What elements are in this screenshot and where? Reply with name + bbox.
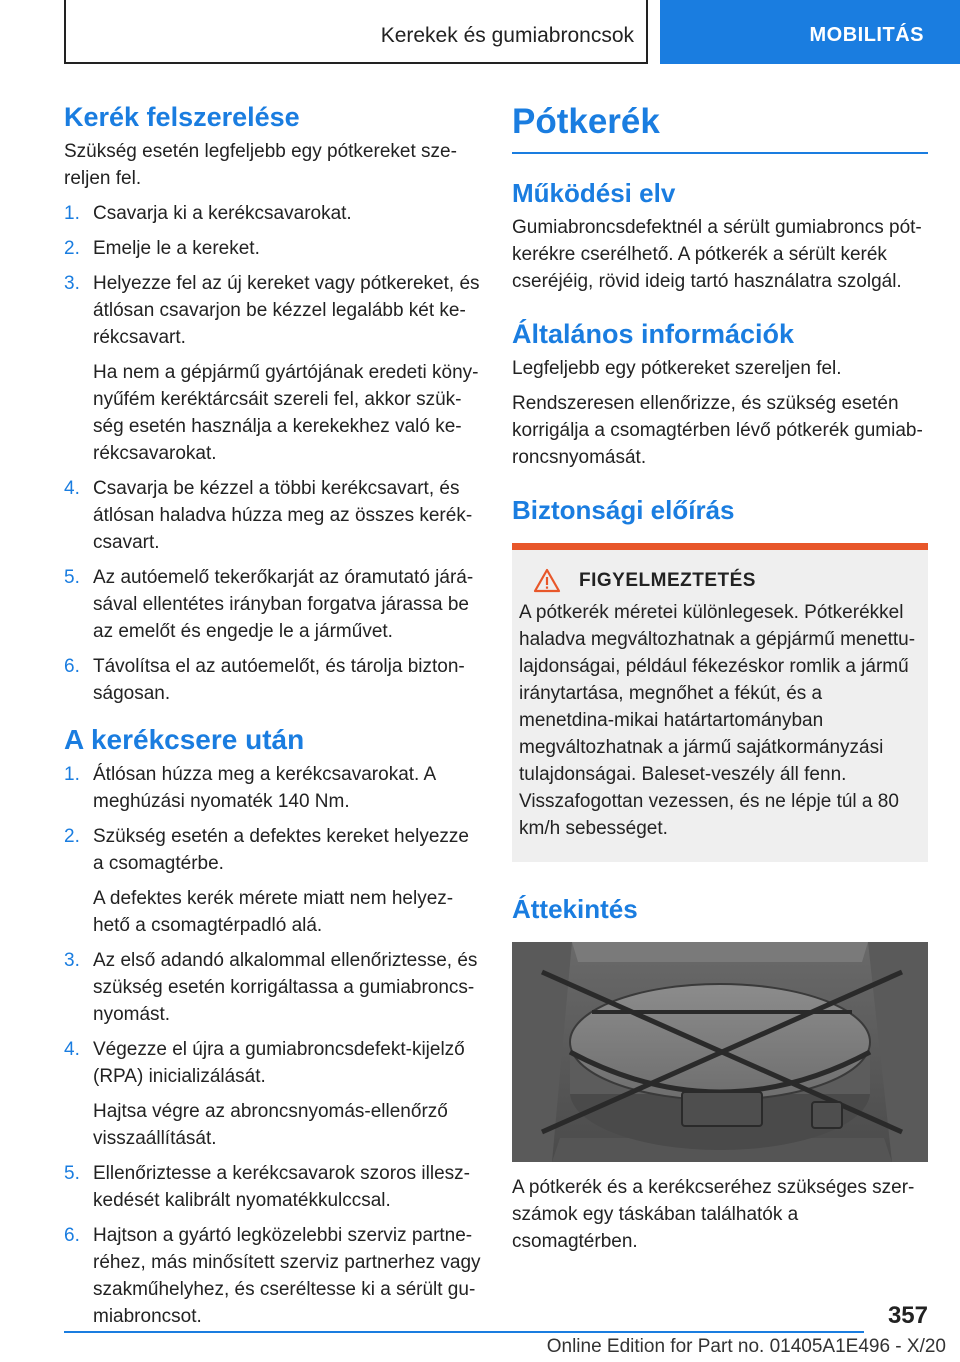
list-item [64,200,484,227]
figure-caption: A pótkerék és a kerékcseréhez szükséges szer-számok egy táskában találhatók a csomagtérben. [512,1177,915,1252]
list-item [64,1160,484,1214]
page-header [0,0,960,64]
footer-divider [64,1331,864,1333]
list-item-number: 1. [64,203,80,224]
list-item [64,1036,484,1152]
list-item-number: 6. [64,656,80,677]
warning-box [512,543,928,862]
general-text-2: Rendszeresen ellenőrizze, és szükség esetén korrigálja a csomagtérben lévő pótkerék gumiab-roncsnyomását. [512,393,923,468]
page-number: 357 [887,1302,928,1329]
warning-title: FIGYELMEZTETÉS [579,569,756,591]
chapter-label: MOBILITÁS [809,24,924,46]
list-item-number: 5. [64,567,80,588]
heading-after-change: A kerékcsere után [64,724,305,755]
chapter-tab [660,0,960,64]
list-item-note: A defektes kerék mérete miatt nem helyez-hető a csomagtérpadló alá. [93,888,454,936]
list-item-text: Helyezze fel az új kereket vagy pótkereket, és átlósan csavarjon be kézzel legalább két ke-rékcsavart. [93,273,480,348]
spare-wheel-image [512,942,928,1162]
list-item [64,1222,484,1330]
warning-header [533,568,921,593]
list-item [64,235,484,262]
list-item-number: 6. [64,1225,80,1246]
heading-safety: Biztonsági előírás [512,495,735,525]
list-item-text: Emelje le a kereket. [93,238,260,259]
title-divider [512,152,928,154]
list-item-number: 4. [64,478,80,499]
list-item-text: Csavarja be kézzel a többi kerékcsavart, és átlósan haladva húzza meg az összes kerék-csavart. [93,478,473,553]
principle-text: Gumiabroncsdefektnél a sérült gumiabroncs pót-kerékre cserélhető. A pótkerék a sérült kerék cseréjéig, rövid ideig tartó használatra szolgál. [512,217,922,292]
heading-overview: Áttekintés [512,894,638,924]
heading-mount-wheel: Kerék felszerelése [64,102,300,132]
list-item [64,270,484,467]
list-item-text: Ellenőriztesse a kerékcsavarok szoros illesz-kedését kalibrált nyomatékkulccsal. [93,1163,470,1211]
list-item-number: 3. [64,273,80,294]
edition-note: Online Edition for Part no. 01405A1E496 - X/20 [546,1336,946,1357]
right-column [512,100,928,1255]
list-item [64,823,484,939]
list-item-text: Az első adandó alkalommal ellenőriztesse, és szükség esetén korrigáltassa a gumiabroncs-nyomást. [93,950,478,1025]
list-item [64,947,484,1028]
warning-triangle-icon [533,568,561,593]
list-item [64,653,484,707]
list-item [64,761,484,815]
list-item-number: 2. [64,238,80,259]
list-item-text: Az autóemelő tekerőkarját az óramutató járá-sával ellentétes irányban forgatva járassa be az emelőt és engedje le a járművet. [93,567,474,642]
list-item-text: Átlósan húzza meg a kerékcsavarokat. A meghúzási nyomaték 140 Nm. [93,764,436,812]
list-item-text: Hajtson a gyártó legközelebbi szerviz partne-réhez, más minősített szerviz partnerhez vagy szakműhelyhez, és cseréltesse ki a sérült gu-miabroncsot. [93,1225,481,1327]
list-item [64,564,484,645]
list-item-note: Ha nem a gépjármű gyártójának eredeti köny-nyűfém keréktárcsáit szereli fel, akkor szük-ség esetén használja a kerekekhez való ke-rékcsavarokat. [93,362,479,464]
list-item-text: Szükség esetén a defektes kereket helyezze a csomagtérbe. [93,826,470,874]
intro-text: Szükség esetén legfeljebb egy pótkereket sze-reljen fel. [64,141,457,189]
spare-wheel-illustration [512,942,928,1162]
list-item-number: 3. [64,950,80,971]
after-steps-list [64,761,484,1330]
list-item-number: 1. [64,764,80,785]
list-item-number: 2. [64,826,80,847]
list-item [64,475,484,556]
section-title: Kerekek és gumiabroncsok [380,24,634,47]
page-title: Pótkerék [512,102,660,141]
list-item-number: 5. [64,1163,80,1184]
list-item-text: Távolítsa el az autóemelőt, és tárolja bizton-ságosan. [93,656,465,704]
heading-principle: Működési elv [512,178,676,208]
mount-steps-list [64,200,484,707]
general-text-1: Legfeljebb egy pótkereket szereljen fel. [512,358,842,379]
left-column [64,100,484,1330]
list-item-text: Csavarja ki a kerékcsavarokat. [93,203,352,224]
heading-general-info: Általános információk [512,319,795,349]
warning-text: A pótkerék méretei különlegesek. Pótkerékkel haladva megváltozhatnak a gépjármű menettu-lajdonságai, például fékezéskor romlik a jármű iránytartása, megnőhet a fékút, és a menetdina-mikai határtartományban megváltozhatnak a jármű sajátkormányzási tulajdonságai. Baleset-veszély áll fenn. Visszafogottan vezessen, és ne lépje túl a 80 km/h sebességet. [519,602,916,839]
list-item-number: 4. [64,1039,80,1060]
list-item-note: Hajtsa végre az abroncsnyomás-ellenőrző visszaállítását. [93,1101,448,1149]
list-item-text: Végezze el újra a gumiabroncsdefekt-kijelző (RPA) inicializálását. [93,1039,465,1087]
